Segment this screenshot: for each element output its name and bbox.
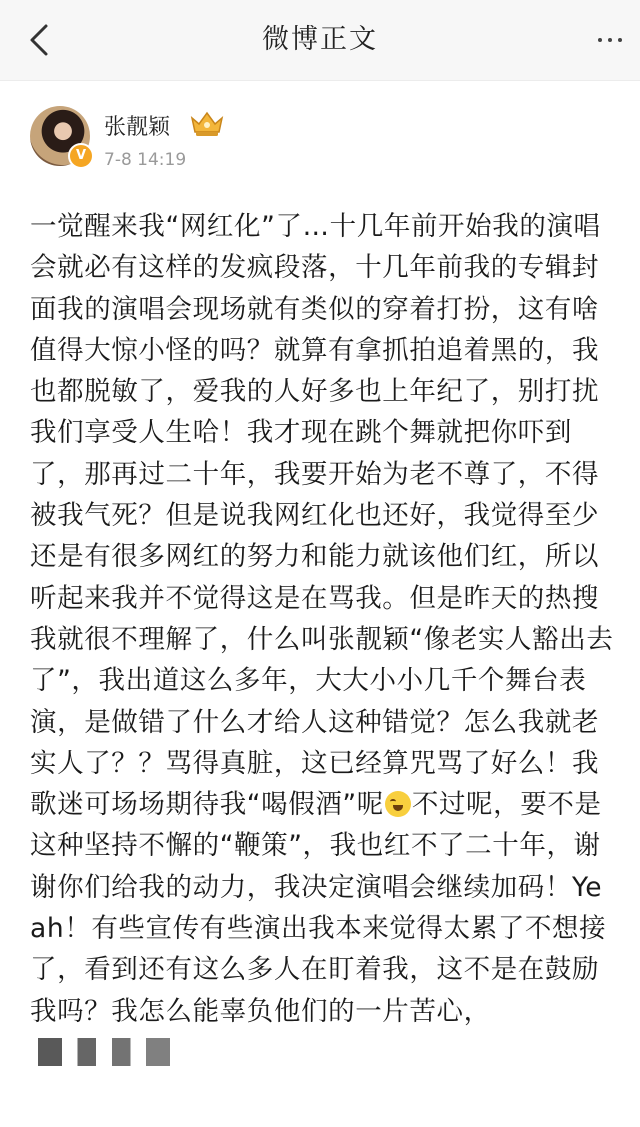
post-text-part-2: 不过呢，要不是这种坚持不懈的“鞭策”，我也红不了二十年，谢谢你们给我的动力，我决定演唱会继续加码！Yeah！有些宣传有些演出我本来觉得太累了不想接了，看到还有这么多人在盯着我，这不是在鼓励我吗？我怎么能辜负他们的一片苦心， (30, 789, 607, 1027)
verified-v-icon: V (68, 143, 94, 169)
page-title: 微博正文 (262, 24, 378, 55)
author-header (0, 96, 640, 180)
post-text-part-1: 一觉醒来我“网红化”了…十几年前开始我的演唱会就必有这样的发疯段落，十几年前我的专辑封面我的演唱会现场就有类似的穿着打扮，这有啥值得大惊小怪的吗？就算有拿抓拍追着黑的，我也都脱敏了，爱我的人好多也上年纪了，别打扰我们享受人生哈！我才现在跳个舞就把你吓到了，那再过二十年，我要开始为老不尊了，不得被我气死？但是说我网红化也还好，我觉得至少还是有很多网红的努力和能力就该他们红，所以听起来我并不觉得这是在骂我。但是昨天的热搜我就很不理解了，什么叫张靓颖“像老实人豁出去了”，我出道这么多年，大大小小几千个舞台表演，是做错了什么才给人这种错觉？怎么我就老实人了？？骂得真脏，这已经算咒骂了好么！我歌迷可场场期待我“喝假酒”呢 (30, 211, 614, 821)
laugh-cry-emoji (385, 791, 411, 817)
username[interactable]: 张靓颖 (104, 115, 171, 140)
avatar[interactable] (30, 106, 90, 166)
post-time: 7-8 14:19 (104, 150, 187, 170)
post-body (30, 206, 616, 1073)
navigation-bar (0, 0, 640, 81)
redacted-mark (38, 1038, 170, 1066)
vip-crown-icon (188, 108, 226, 138)
more-dots-icon[interactable] (590, 24, 630, 56)
